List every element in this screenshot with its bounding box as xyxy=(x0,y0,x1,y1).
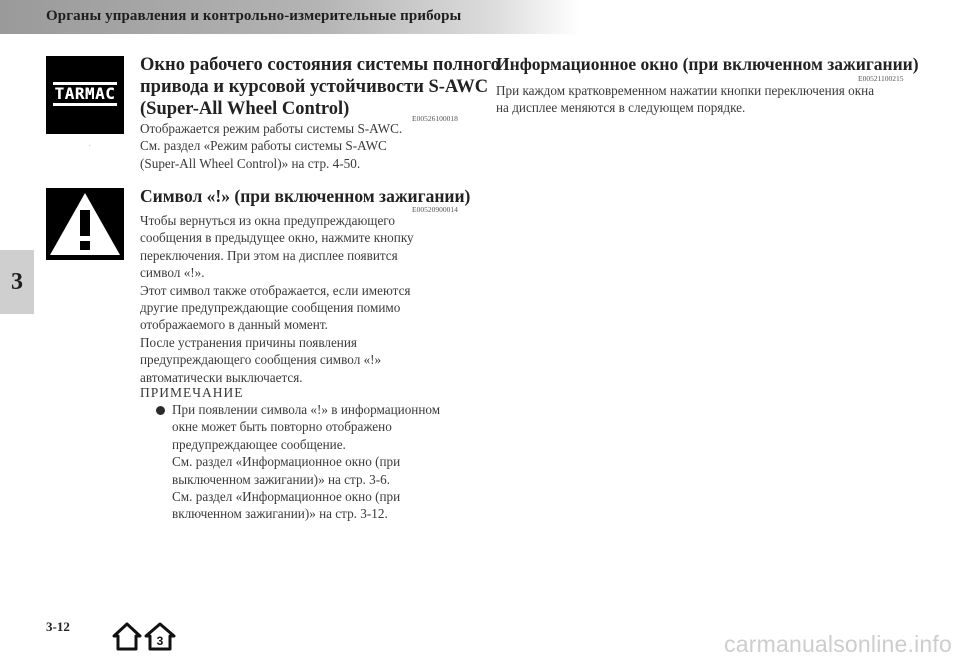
warning-icon xyxy=(46,188,124,260)
page-header-title: Органы управления и контрольно-измерительные приборы xyxy=(46,8,462,24)
chapter-tab: 3 xyxy=(0,250,34,314)
section-info-code: E00521100215 xyxy=(858,74,904,83)
footer-nav xyxy=(112,622,182,652)
section-info-body: При каждом кратковременном нажатии кнопки переключения окна на дисплее меняются в следующем порядке. xyxy=(496,83,875,116)
section-symbol-body: Чтобы вернуться из окна предупреждающего сообщения в предыдущее окно, нажмите кнопку переключения. При этом на дисплее появится символ «!». Этот символ также отображается, если имеются другие предупреждающие сообщения помимо отображаемого в данный момент. После устранения причины появления предупреждающего сообщения символ «!» автоматически выключается. xyxy=(140,213,414,385)
tarmac-icon-label: TARMAC xyxy=(53,82,118,106)
chapter-badge: 3 xyxy=(156,634,164,648)
tarmac-display-icon xyxy=(46,56,124,134)
note-bullet xyxy=(156,406,165,415)
chapter-home-icon[interactable] xyxy=(144,622,176,652)
warning-triangle-icon xyxy=(46,188,124,260)
section-symbol-code: E00520900014 xyxy=(412,205,458,214)
page-number: 3-12 xyxy=(46,619,70,634)
section-symbol-title: Символ «!» (при включенном зажигании) xyxy=(140,186,471,206)
section-info-title: Информационное окно (при включенном зажигании) xyxy=(496,54,919,74)
section-awc-body: Отображается режим работы системы S-AWC. См. раздел «Режим работы системы S-AWC (Super-All Wheel Control)» на стр. 4-50. xyxy=(140,121,403,171)
section-awc-title: Окно рабочего состояния системы полного привода и курсовой устойчивости S-AWC (Super-All Wheel Control) xyxy=(140,55,500,119)
scan-mark: · xyxy=(88,141,92,152)
section-awc-code: E00526100018 xyxy=(412,114,458,123)
watermark: carmanualsonline.info xyxy=(724,631,952,657)
note-heading: ПРИМЕЧАНИЕ xyxy=(140,385,244,400)
note-item: При появлении символа «!» в информационном окне может быть повторно отображено предупреждающее сообщение. См. раздел «Информационное окно (при выключенном зажигании)» на стр. 3-6. См. раздел «Информационное окно (при включенном зажигании)» на стр. 3-12. xyxy=(172,402,441,522)
